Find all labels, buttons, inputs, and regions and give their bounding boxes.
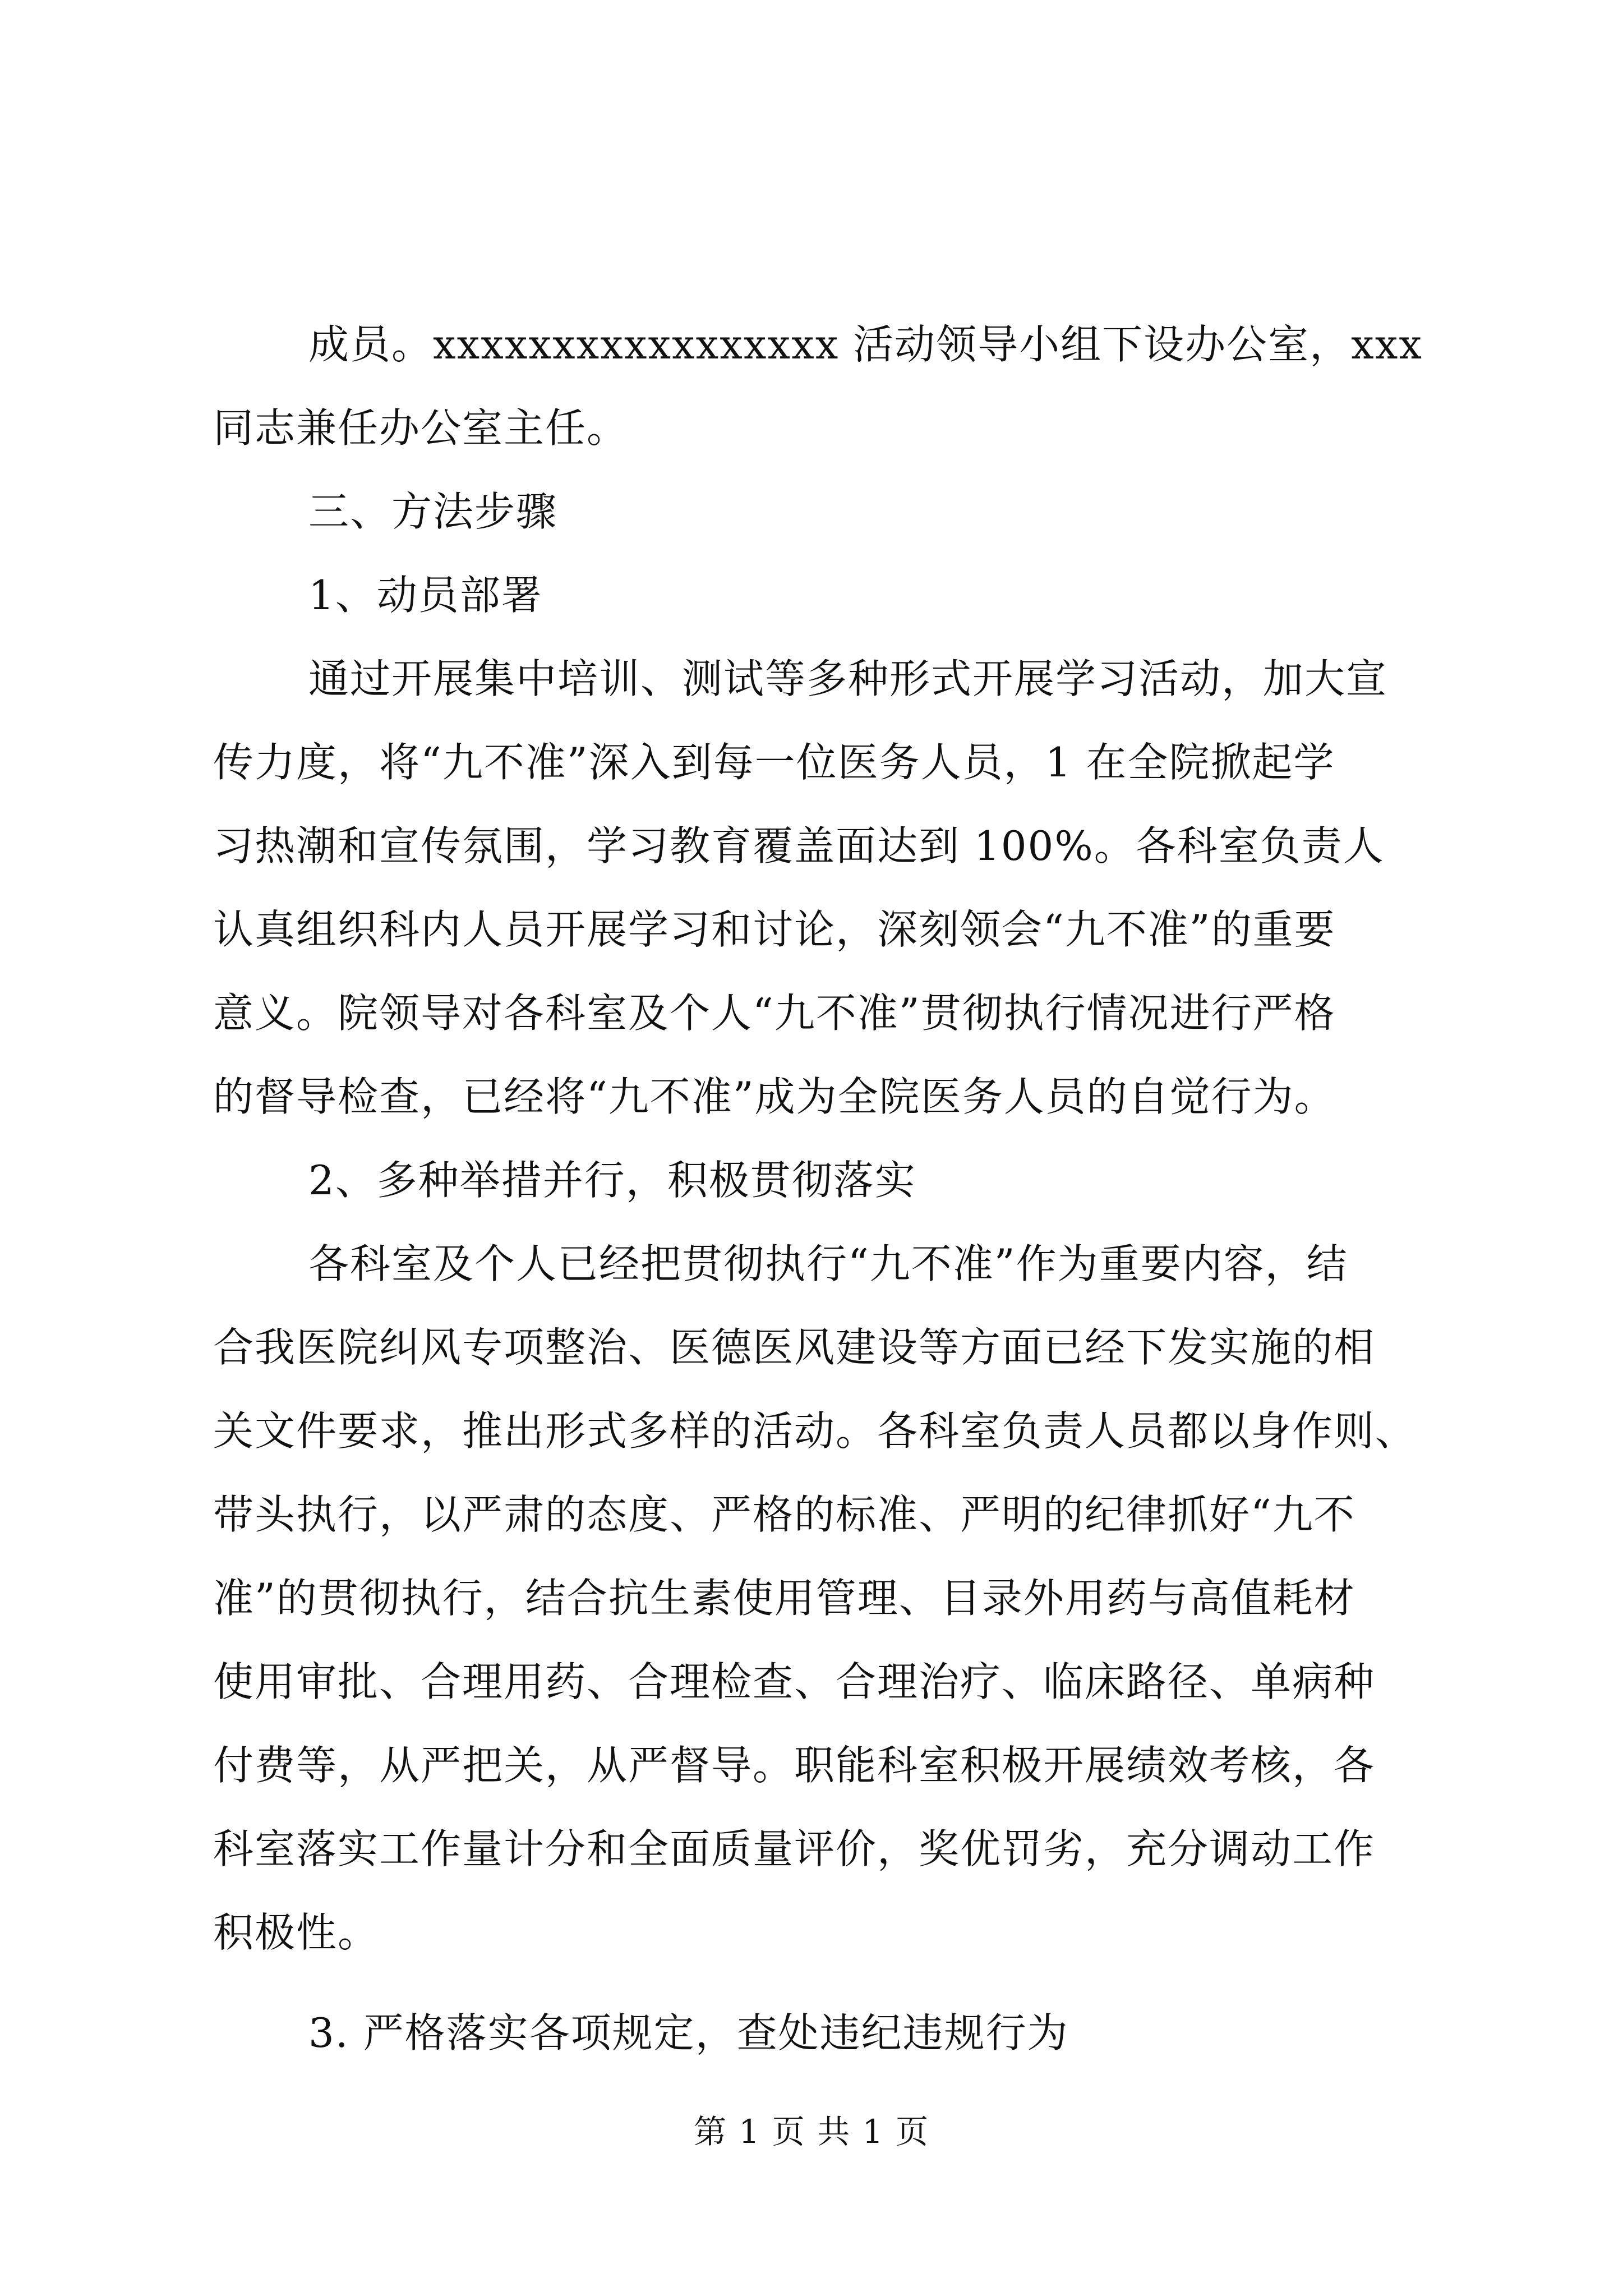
subsection-heading: 1、动员部署 xyxy=(308,572,543,619)
page-footer: 第 1 页 共 1 页 xyxy=(694,2113,929,2151)
paragraph-line: 使用审批、合理用药、合理检查、合理治疗、临床路径、单病种 xyxy=(213,1658,1376,1705)
paragraph-line: 习热潮和宣传氛围，学习教育覆盖面达到 100%。各科室负责人 xyxy=(213,822,1385,869)
paragraph-line: 的督导检查，已经将“九不准”成为全院医务人员的自觉行为。 xyxy=(213,1073,1336,1120)
document-body xyxy=(213,303,1424,2075)
paragraph-line: 传力度，将“九不准”深入到每一位医务人员，1 在全院掀起学 xyxy=(213,739,1335,786)
paragraph-line: 带头执行，以严肃的态度、严格的标准、严明的纪律抓好“九不 xyxy=(213,1491,1355,1538)
paragraph-line: 同志兼任办公室主任。 xyxy=(213,404,629,452)
paragraph-line: 合我医院纠风专项整治、医德医风建设等方面已经下发实施的相 xyxy=(213,1324,1376,1371)
paragraph-line: 积极性。 xyxy=(213,1909,380,1956)
paragraph-line: 准”的贯彻执行，结合抗生素使用管理、目录外用药与高值耗材 xyxy=(213,1575,1355,1622)
paragraph-line: 科室落实工作量计分和全面质量评价，奖优罚劣，充分调动工作 xyxy=(213,1825,1376,1872)
section-heading: 三、方法步骤 xyxy=(308,488,558,535)
paragraph-line: 付费等，从严把关，从严督导。职能科室积极开展绩效考核，各 xyxy=(213,1742,1376,1789)
paragraph-line: 认真组织科内人员开展学习和讨论，深刻领会“九不准”的重要 xyxy=(213,906,1336,953)
paragraph-line: 各科室及个人已经把贯彻执行“九不准”作为重要内容，结 xyxy=(308,1240,1348,1287)
paragraph-spacer xyxy=(213,1975,1424,1991)
paragraph-line: 通过开展集中培训、测试等多种形式开展学习活动，加大宣 xyxy=(308,655,1388,702)
subsection-heading: 2、多种举措并行，积极贯彻落实 xyxy=(308,1157,916,1204)
paragraph-line: 意义。院领导对各科室及个人“九不准”贯彻执行情况进行严格 xyxy=(213,990,1336,1037)
paragraph-line: 关文件要求，推出形式多样的活动。各科室负责人员都以身作则、 xyxy=(213,1407,1417,1455)
paragraph-line: 成员。xxxxxxxxxxxxxxxxx 活动领导小组下设办公室，xxx xyxy=(308,321,1423,368)
subsection-heading: 3. 严格落实各项规定，查处违纪违规行为 xyxy=(308,2009,1069,2056)
